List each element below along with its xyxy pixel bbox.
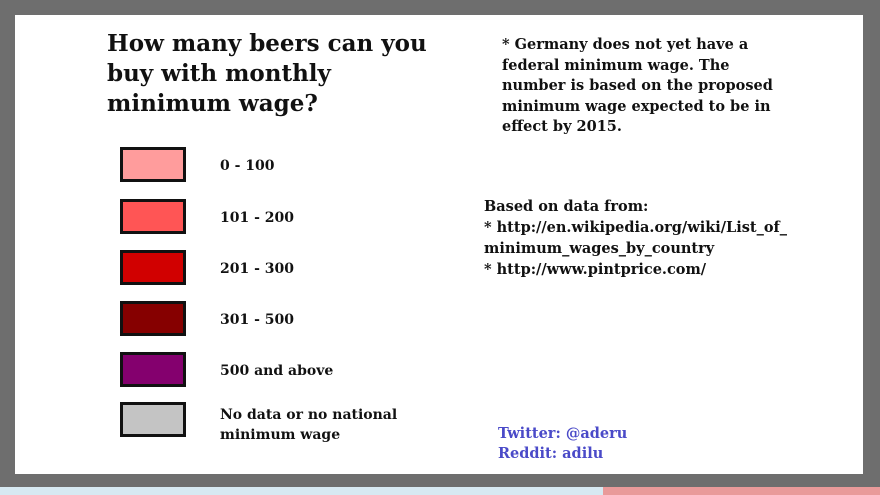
- legend-swatch: [120, 402, 186, 437]
- reddit-credit: Reddit: adilu: [498, 445, 604, 462]
- legend-item-no-data: [120, 402, 440, 442]
- legend-label: 301 - 500: [220, 312, 295, 328]
- legend-item-301-500: [120, 301, 440, 341]
- legend-swatch: [120, 250, 186, 285]
- page-title: How many beers can you buy with monthly minimum wage?: [107, 30, 427, 117]
- legend-label: 0 - 100: [220, 158, 275, 174]
- source-link-wikipedia: * http://en.wikipedia.org/wiki/List_of_ minimum_wages_by_country: [484, 219, 788, 257]
- legend-label: 201 - 300: [220, 261, 295, 277]
- source-link-pintprice: * http://www.pintprice.com/: [484, 261, 707, 278]
- legend-swatch: [120, 147, 186, 182]
- legend-swatch: [120, 301, 186, 336]
- legend-label: No data or no national minimum wage: [220, 407, 398, 443]
- bottom-strip-accent: [603, 487, 880, 495]
- twitter-credit: Twitter: @aderu: [498, 425, 628, 442]
- legend-item-500-above: [120, 352, 440, 392]
- legend-label: 500 and above: [220, 363, 334, 379]
- author-credits: [498, 424, 627, 464]
- data-sources: [484, 196, 814, 280]
- legend-swatch: [120, 352, 186, 387]
- legend-swatch: [120, 199, 186, 234]
- legend-label: 101 - 200: [220, 210, 295, 226]
- legend-item-0-100: [120, 147, 440, 187]
- germany-footnote: * Germany does not yet have a federal minimum wage. The number is based on the proposed minimum wage expected to be in effect by 2015.: [502, 36, 773, 135]
- sources-heading: Based on data from:: [484, 198, 649, 215]
- legend-item-101-200: [120, 199, 440, 239]
- legend-item-201-300: [120, 250, 440, 290]
